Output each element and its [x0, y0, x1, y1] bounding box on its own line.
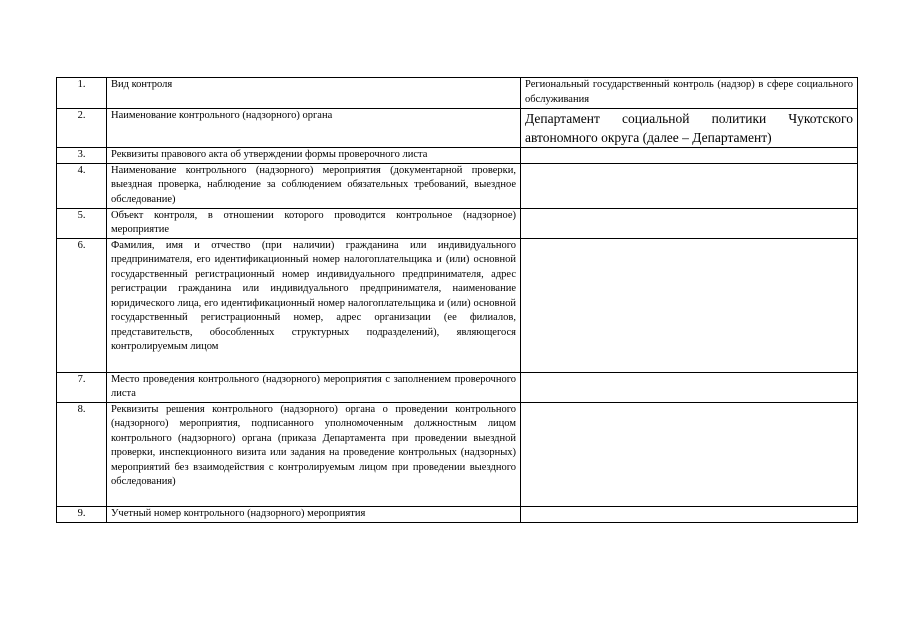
table-row — [57, 238, 858, 372]
row-description: Вид контроля — [107, 78, 521, 109]
table-row — [57, 78, 858, 109]
row-value — [521, 402, 858, 506]
row-number: 5. — [57, 208, 107, 238]
row-value: Департамент социальной политики Чукотского автономного округа (далее – Департамент) — [521, 109, 858, 148]
row-description: Наименование контрольного (надзорного) органа — [107, 109, 521, 148]
row-number: 6. — [57, 238, 107, 372]
table-row — [57, 163, 858, 208]
row-value — [521, 163, 858, 208]
row-description: Наименование контрольного (надзорного) мероприятия (документарной проверки, выездная проверка, наблюдение за соблюдением обязательных требований, выездное обследование) — [107, 163, 521, 208]
row-description: Место проведения контрольного (надзорного) мероприятия с заполнением проверочного листа — [107, 372, 521, 402]
row-number: 8. — [57, 402, 107, 506]
row-number: 9. — [57, 506, 107, 522]
table-row — [57, 148, 858, 164]
row-value — [521, 238, 858, 372]
row-description: Учетный номер контрольного (надзорного) мероприятия — [107, 506, 521, 522]
row-value — [521, 372, 858, 402]
row-value — [521, 506, 858, 522]
row-number: 1. — [57, 78, 107, 109]
row-description: Фамилия, имя и отчество (при наличии) гражданина или индивидуального предпринимателя, его идентификационный номер налогоплательщика и (или) основной государственный регистрационный номер индивидуального предпринимателя, адрес регистрации гражданина или индивидуального предпринимателя, наименование юридического лица, его идентификационный номер налогоплательщика и (или) основной государственный регистрационный номер, адрес организации (ее филиалов, представительств, обособленных структурных подразделений), являющегося контролируемым лицом — [107, 238, 521, 372]
row-number: 7. — [57, 372, 107, 402]
row-number: 2. — [57, 109, 107, 148]
row-description: Реквизиты правового акта об утверждении формы проверочного листа — [107, 148, 521, 164]
inspection-checklist-table — [56, 77, 858, 523]
table-row — [57, 402, 858, 506]
row-value — [521, 148, 858, 164]
row-description: Объект контроля, в отношении которого проводится контрольное (надзорное) мероприятие — [107, 208, 521, 238]
row-value: Региональный государственный контроль (надзор) в сфере социального обслуживания — [521, 78, 858, 109]
row-description: Реквизиты решения контрольного (надзорного) органа о проведении контрольного (надзорного) мероприятия, подписанного уполномоченным должностным лицом контрольного (надзорного) органа (приказа Департамента при проведении выездной проверки, инспекционного визита или задания на проведение контрольных (надзорных) мероприятий без взаимодействия с контролируемым лицом при проведении выездного обследования) — [107, 402, 521, 506]
table-row — [57, 208, 858, 238]
table-row — [57, 372, 858, 402]
row-value — [521, 208, 858, 238]
row-number: 4. — [57, 163, 107, 208]
table-row — [57, 109, 858, 148]
table-row — [57, 506, 858, 522]
row-number: 3. — [57, 148, 107, 164]
